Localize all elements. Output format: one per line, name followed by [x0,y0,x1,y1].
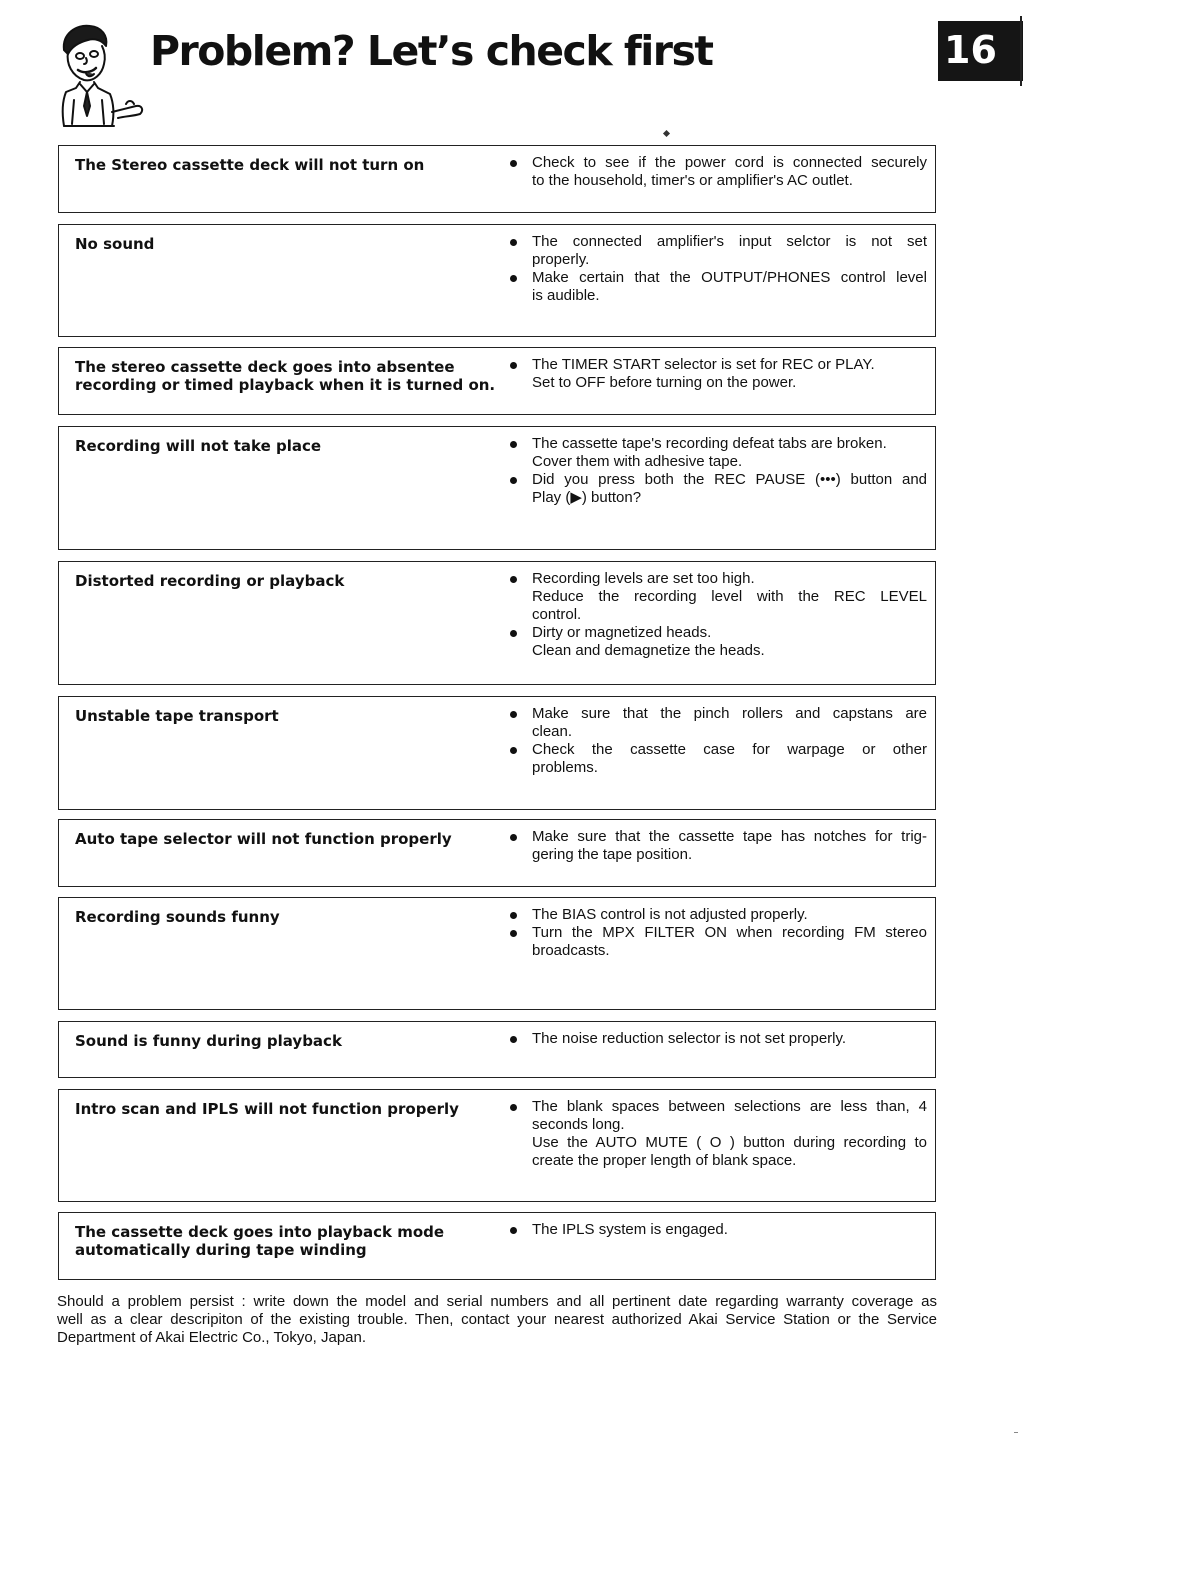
remedy-line: gering the tape position. [532,846,693,863]
scan-mark [663,130,670,137]
bullet-icon [510,630,517,637]
remedy-line: seconds long. [532,1116,625,1133]
remedy-list [507,906,927,960]
remedy-list [507,1098,927,1170]
remedy-list [507,233,927,305]
remedy-item [507,1221,927,1239]
problem-label [75,1223,495,1259]
problem-line: Recording will not take place [75,437,322,455]
bullet-icon [510,576,517,583]
remedy-list [507,1030,927,1048]
remedy-list [507,1221,927,1239]
bullet-icon [510,275,517,282]
remedy-line: The noise reduction selector is not set properly. [532,1030,847,1047]
service-note-line: Should a problem persist : write down the model and serial numbers and all pertinent date regarding warranty coverage as [57,1293,937,1310]
troubleshooting-row [58,561,936,685]
bullet-icon [510,1104,517,1111]
problem-label [75,1100,495,1118]
problem-line: Sound is funny during playback [75,1032,342,1050]
page-tab-edge [1020,16,1022,86]
problem-line: automatically during tape winding [75,1241,367,1259]
service-note-line: well as a clear descripiton of the existing trouble. Then, contact your nearest authorized Akai Service Station or the Service [57,1311,937,1328]
problem-label [75,437,495,455]
bullet-icon [510,1036,517,1043]
problem-label [75,358,495,394]
remedy-item [507,1030,927,1048]
remedy-list [507,705,927,777]
bullet-icon [510,477,517,484]
problem-label [75,1032,495,1050]
bullet-icon [510,912,517,919]
remedy-line: Check to see if the power cord is connected securely [532,154,927,171]
problem-line: Unstable tape transport [75,707,279,725]
remedy-line: Make sure that the cassette tape has notches for trig- [532,828,927,845]
remedy-line: control. [532,606,582,623]
bullet-icon [510,160,517,167]
remedy-line: Dirty or magnetized heads. [532,624,712,641]
remedy-line: The cassette tape's recording defeat tabs are broken. [532,435,887,452]
remedy-line: The blank spaces between selections are less than, 4 [532,1098,927,1115]
scan-mark [1014,1432,1018,1433]
remedy-line: Cover them with adhesive tape. [532,453,743,470]
remedy-line: problems. [532,759,598,776]
remedy-line: Clean and demagnetize the heads. [532,642,765,659]
problem-line: recording or timed playback when it is turned on. [75,376,496,394]
remedy-item [507,828,927,864]
troubleshooting-row [58,696,936,810]
remedy-line: Turn the MPX FILTER ON when recording FM stereo [532,924,927,941]
troubleshooting-row [58,347,936,415]
remedy-item [507,356,927,392]
remedy-item [507,570,927,624]
problem-label [75,156,495,174]
problem-line: Auto tape selector will not function properly [75,830,452,848]
bullet-icon [510,930,517,937]
troubleshooting-row [58,224,936,337]
page-number-badge: 16 [938,21,1023,81]
problem-line: Intro scan and IPLS will not function properly [75,1100,459,1118]
service-note [57,1293,937,1347]
troubleshooting-row [58,426,936,550]
problem-line: The cassette deck goes into playback mode [75,1223,445,1241]
remedy-line: Did you press both the REC PAUSE (•••) button and [532,471,927,488]
remedy-line: Reduce the recording level with the REC LEVEL [532,588,927,605]
remedy-line: Use the AUTO MUTE ( O ) button during recording to [532,1134,927,1151]
remedy-item [507,154,927,190]
remedy-line: The connected amplifier's input selctor is not set [532,233,927,250]
remedy-line: is audible. [532,287,600,304]
problem-label [75,235,495,253]
bullet-icon [510,1227,517,1234]
remedy-item [507,705,927,741]
remedy-line: Set to OFF before turning on the power. [532,374,797,391]
troubleshooting-row [58,1089,936,1202]
remedy-list [507,828,927,864]
remedy-line: clean. [532,723,573,740]
problem-label [75,830,495,848]
problem-line: No sound [75,235,155,253]
remedy-item [507,906,927,924]
remedy-list [507,154,927,190]
remedy-item [507,435,927,471]
bullet-icon [510,441,517,448]
troubleshooting-row [58,1021,936,1078]
remedy-item [507,471,927,507]
remedy-line: The IPLS system is engaged. [532,1221,728,1238]
remedy-line: Play (▶) button? [532,489,642,506]
page-title: Problem? Let’s check first [150,27,713,75]
remedy-item [507,924,927,960]
bullet-icon [510,362,517,369]
service-note-line: Department of Akai Electric Co., Tokyo, Japan. [57,1329,367,1346]
remedy-item [507,233,927,269]
bullet-icon [510,239,517,246]
problem-line: The Stereo cassette deck will not turn on [75,156,425,174]
problem-line: Recording sounds funny [75,908,280,926]
remedy-item [507,741,927,777]
problem-line: The stereo cassette deck goes into absentee [75,358,455,376]
troubleshooting-row [58,819,936,887]
remedy-line: properly. [532,251,590,268]
problem-label [75,707,495,725]
remedy-line: The BIAS control is not adjusted properly. [532,906,808,923]
remedy-item [507,1098,927,1170]
remedy-line: to the household, timer's or amplifier's AC outlet. [532,172,853,189]
problem-line: Distorted recording or playback [75,572,345,590]
troubleshooting-row [58,145,936,213]
remedy-line: broadcasts. [532,942,610,959]
remedy-line: Recording levels are set too high. [532,570,755,587]
remedy-list [507,435,927,507]
remedy-list [507,570,927,660]
troubleshooting-row [58,897,936,1010]
remedy-line: Make sure that the pinch rollers and capstans are [532,705,927,722]
bullet-icon [510,834,517,841]
remedy-line: create the proper length of blank space. [532,1152,797,1169]
problem-label [75,908,495,926]
remedy-line: Make certain that the OUTPUT/PHONES control level [532,269,927,286]
remedy-item [507,269,927,305]
problem-label [75,572,495,590]
bullet-icon [510,747,517,754]
mascot-illustration [56,20,146,128]
remedy-item [507,624,927,660]
troubleshooting-row [58,1212,936,1280]
remedy-line: Check the cassette case for warpage or other [532,741,927,758]
remedy-line: The TIMER START selector is set for REC or PLAY. [532,356,875,373]
bullet-icon [510,711,517,718]
remedy-list [507,356,927,392]
